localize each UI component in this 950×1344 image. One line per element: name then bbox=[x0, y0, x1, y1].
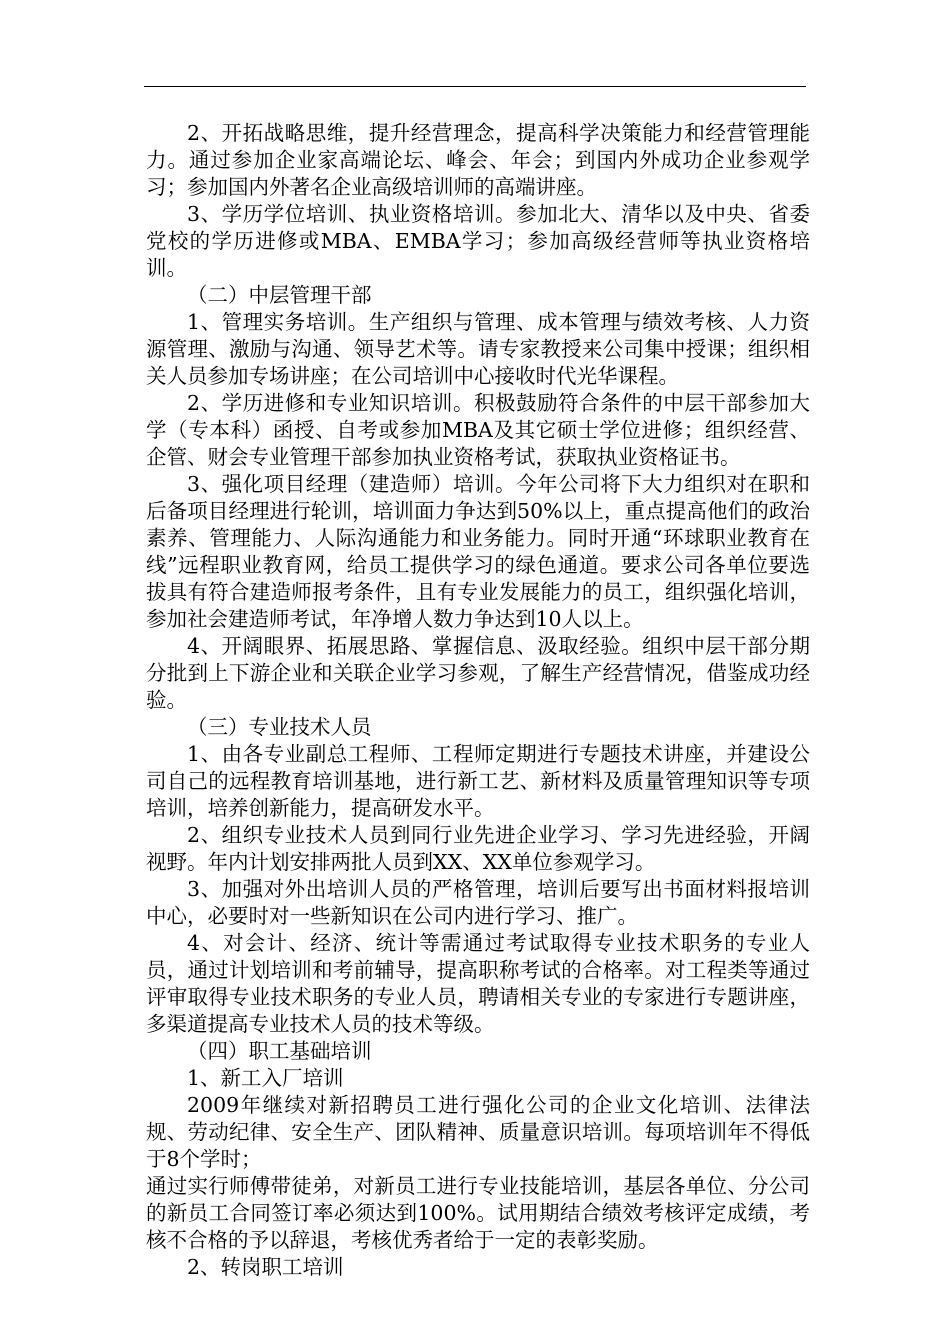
paragraph: 4、开阔眼界、拓展思路、掌握信息、汲取经验。组织中层干部分期分批到上下游企业和关联企业学习参观，了解生产经营情况，借鉴成功经验。 bbox=[146, 634, 810, 712]
paragraph: 3、学历学位培训、执业资格培训。参加北大、清华以及中央、省委党校的学历进修或MBA、EMBA学习；参加高级经营师等执业资格培训。 bbox=[146, 202, 810, 280]
paragraph: 4、对会计、经济、统计等需通过考试取得专业技术职务的专业人员，通过计划培训和考前辅导，提高职称考试的合格率。对工程类等通过评审取得专业技术职务的专业人员，聘请相关专业的专家进行专题讲座，多渠道提高专业技术人员的技术等级。 bbox=[146, 931, 810, 1036]
subsection-heading: 1、新工入厂培训 bbox=[187, 1066, 344, 1090]
section-heading: （四）职工基础培训 bbox=[187, 1039, 372, 1063]
paragraph: 3、强化项目经理（建造师）培训。今年公司将下大力组织对在职和后备项目经理进行轮训，培训面力争达到50%以上，重点提高他们的政治素养、管理能力、人际沟通能力和业务能力。同时开通“环球职业教育在线”远程职业教育网，给员工提供学习的绿色通道。要求公司各单位要选拔具有符合建造师报考条件，且有专业发展能力的员工，组织强化培训，参加社会建造师考试，年净增人数力争达到10人以上。 bbox=[146, 472, 810, 631]
paragraph: 2、学历进修和专业知识培训。积极鼓励符合条件的中层干部参加大学（专本科）函授、自考或参加MBA及其它硕士学位进修；组织经营、企管、财会专业管理干部参加执业资格考试，获取执业资格证书。 bbox=[146, 391, 810, 469]
paragraph: 2009年继续对新招聘员工进行强化公司的企业文化培训、法律法规、劳动纪律、安全生产、团队精神、质量意识培训。每项培训年不得低于8个学时； bbox=[146, 1093, 810, 1171]
document-body bbox=[146, 120, 810, 1281]
paragraph: 通过实行师傅带徒弟，对新员工进行专业技能培训，基层各单位、分公司的新员工合同签订率必须达到100%。试用期结合绩效考核评定成绩，考核不合格的予以辞退，考核优秀者给于一定的表彰奖励。 bbox=[146, 1174, 810, 1252]
paragraph: 2、开拓战略思维，提升经营理念，提高科学决策能力和经营管理能力。通过参加企业家高端论坛、峰会、年会；到国内外成功企业参观学习；参加国内外著名企业高级培训师的高端讲座。 bbox=[146, 121, 810, 199]
section-heading: （三）专业技术人员 bbox=[187, 715, 372, 739]
paragraph: 3、加强对外出培训人员的严格管理，培训后要写出书面材料报培训中心，必要时对一些新知识在公司内进行学习、推广。 bbox=[146, 877, 810, 928]
paragraph: 2、组织专业技术人员到同行业先进企业学习、学习先进经验，开阔视野。年内计划安排两批人员到XX、XX单位参观学习。 bbox=[146, 823, 810, 874]
section-heading: （二）中层管理干部 bbox=[187, 283, 372, 307]
subsection-heading: 2、转岗职工培训 bbox=[187, 1255, 344, 1279]
header-rule bbox=[144, 86, 806, 87]
paragraph: 1、由各专业副总工程师、工程师定期进行专题技术讲座，并建设公司自己的远程教育培训基地，进行新工艺、新材料及质量管理知识等专项培训，培养创新能力，提高研发水平。 bbox=[146, 742, 810, 820]
paragraph: 1、管理实务培训。生产组织与管理、成本管理与绩效考核、人力资源管理、激励与沟通、领导艺术等。请专家教授来公司集中授课；组织相关人员参加专场讲座；在公司培训中心接收时代光华课程。 bbox=[146, 310, 810, 388]
